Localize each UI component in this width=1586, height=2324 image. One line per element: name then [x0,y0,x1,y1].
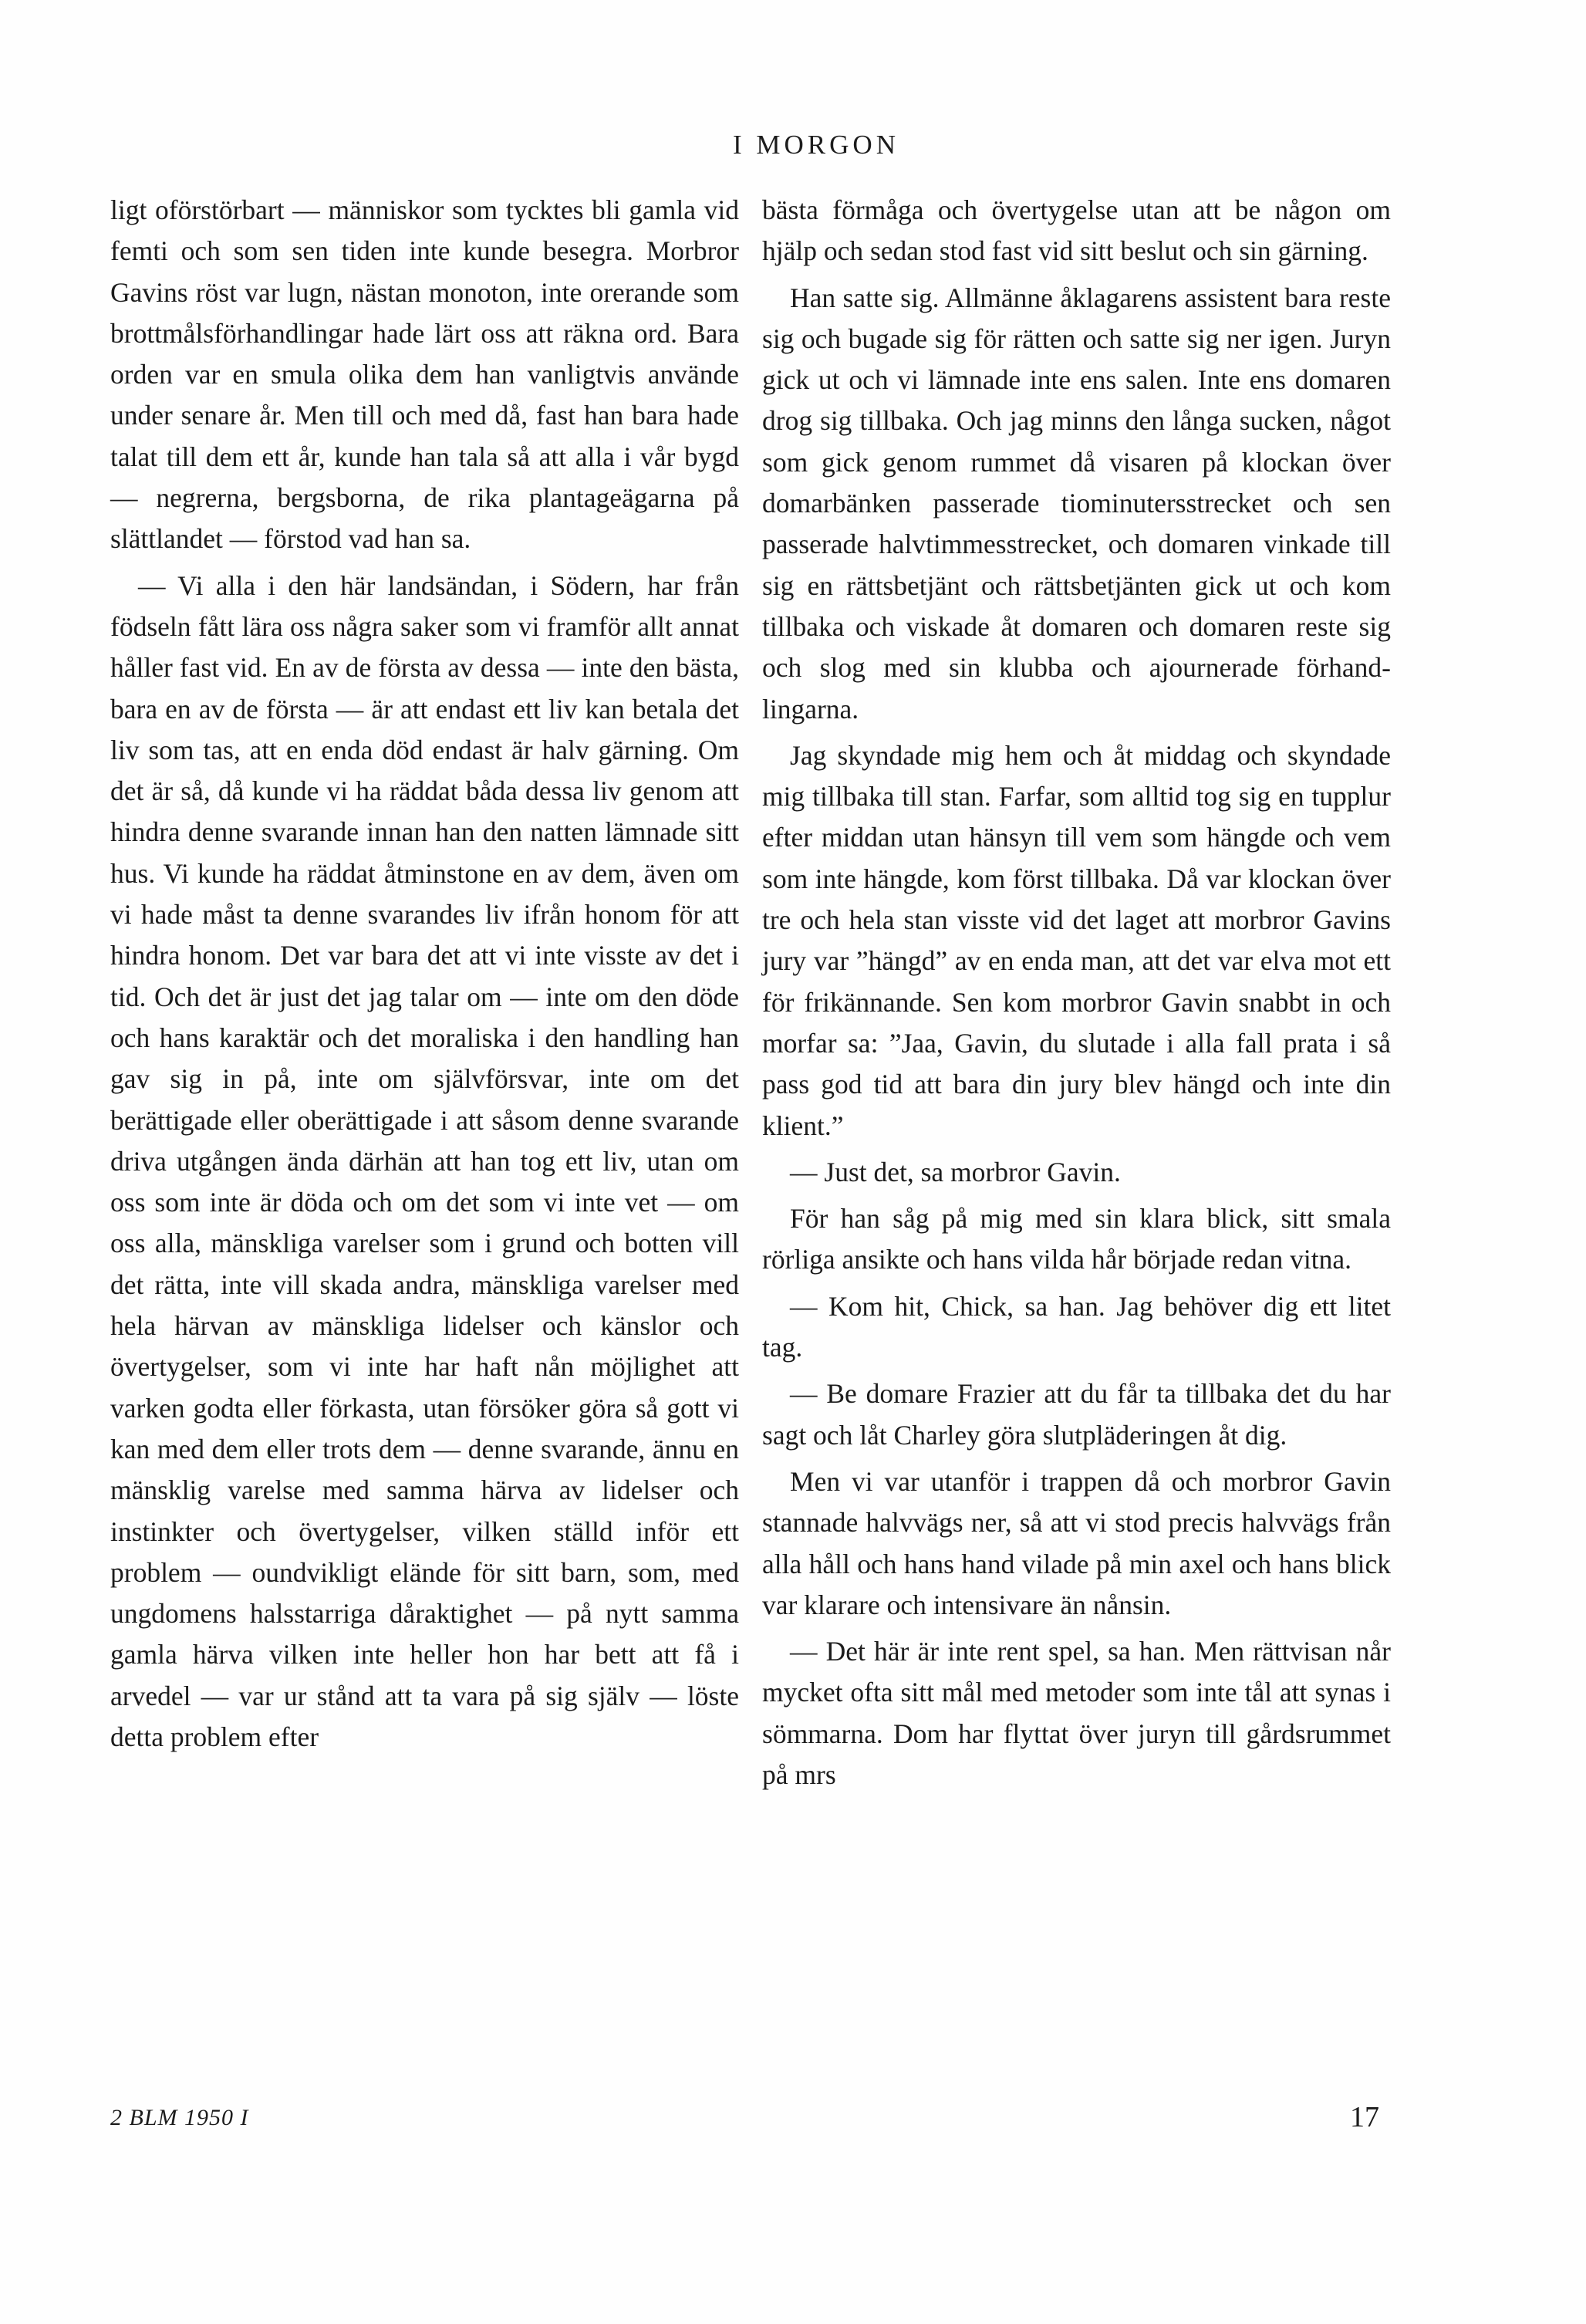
paragraph: ligt oförstörbart — människor som tycktes bli gamla vid femti och som sen tiden inte kunde besegra. Morbror Gavins röst var lugn, nästan monoton, inte orerande som brottmålsförhandlingar hade lärt oss att räkna ord. Bara orden var en smula olika dem han vanligtvis använde under senare år. Men till och med då, fast han bara hade talat till dem ett år, kunde han tala så att alla i vår bygd — negrerna, bergsborna, de rika plantageägarna på slättlandet — förstod vad han sa. [110,194,739,555]
issue-signature: 2 BLM 1950 I [110,2105,249,2130]
paragraph: Men vi var utanför i trappen då och morbror Gavin stannade halvvägs ner, så att vi stod precis halvvägs från alla håll och hans hand vilade på min axel och hans blick var klarare och intensivare än nånsin. [762,1465,1391,1620]
paragraph: — Vi alla i den här landsändan, i Södern, har från födseln fått lära oss några saker som vi framför allt annat håller fast vid. En av de första av dessa — inte den bästa, bara en av de första — är att endast ett liv kan betala det liv som tas, att en enda död endast är halv gärning. Om det är så, då kunde vi ha räddat båda dessa liv genom att hindra denne svarande innan han den natten lämnade sitt hus. Vi kunde ha räddat åtminstone en av dem, även om vi hade måst ta denne svarandes liv ifrån honom för att hindra honom. Det var bara det att vi inte visste av det i tid. Och det är just det jag talar om — inte om den döde och hans karaktär och det moraliska i den handling han gav sig in på, inte om självförsvar, inte om det berättigade eller oberättigade i att såsom denne svarande driva utgången ända därhän att han tog ett liv, utan om oss som inte är döda och om det som vi inte vet — om oss alla, mänskliga varelser som i grund och botten vill det rätta, inte vill skada andra, mänskliga varelser med hela härvan av mänskliga lidelser och känslor och övertygelser, som vi inte har haft nån möjlighet att varken godta eller förkasta, utan försöker göra så gott vi kan med dem eller trots dem — denne svarande, ännu en mänsklig varelse med samma härva av lidelser och instinkter och övertygelser, vilken ställd inför ett problem — oundvikligt elände för sitt barn, som, med ungdomens halsstarriga dåraktighet — på nytt samma gamla härva vilken inte heller hon har bett att få i arvedel — var ur stånd att ta vara på sig själv — löste detta problem efter [110,569,739,1752]
paragraph: Han satte sig. Allmänne åklagarens assistent bara reste sig och bugade sig för rätten och satte sig ner igen. Juryn gick ut och vi lämnade inte ens salen. Inte ens domaren drog sig tillbaka. Och jag minns den långa sucken, något som gick genom rummet då visaren på klockan över domarbänken passerade tiominutersstrecket och sen passerade halvtimmesstrecket, och domaren vinkade till sig en rättsbetjänt och rättsbetjänten gick ut och kom tillbaka och viskade åt domaren och domaren reste sig och slog med sin klubba och ajournerade förhandlingarna. [762,282,1391,725]
paragraph: Jag skyndade mig hem och åt middag och skyndade mig tillbaka till stan. Farfar, som alltid tog sig en tupplur efter middan utan hänsyn till vem som hängde och vem som inte hängde, kom först tillbaka. Då var klockan över tre och hela stan visste vid det laget att morbror Gavins jury var ”hängd” av en enda man, att det var elva mot ett för frikännande. Sen kom morbror Gavin snabbt in och morfar sa: ”Jaa, Gavin, du slutade i alla fall prata i så pass god tid att bara din jury blev hängd och inte din klient.” [762,739,1391,1141]
paragraph: — Det här är inte rent spel, sa han. Men rättvisan når mycket ofta sitt mål med metoder som inte tål att synas i sömmarna. Dom har flyttat över juryn till gårdsrummet på mrs [762,1636,1391,1790]
paragraph: — Kom hit, Chick, sa han. Jag behöver dig ett litet tag. [762,1290,1391,1363]
right-column [762,190,1391,1801]
paragraph: — Be domare Frazier att du får ta tillbaka det du har sagt och låt Charley göra slutpläderingen åt dig. [762,1378,1391,1451]
paragraph: För han såg på mig med sin klara blick, sitt smala rörliga ansikte och hans vilda hår började redan vitna. [762,1203,1391,1275]
paragraph: — Just det, sa morbror Gavin. [790,1156,1121,1187]
running-head: I MORGON [733,130,899,160]
page-number: 17 [1350,2101,1379,2133]
left-column [110,190,739,1763]
paragraph: bästa förmåga och övertygelse utan att be någon om hjälp och sedan stod fast vid sitt beslut och sin gärning. [762,194,1391,267]
